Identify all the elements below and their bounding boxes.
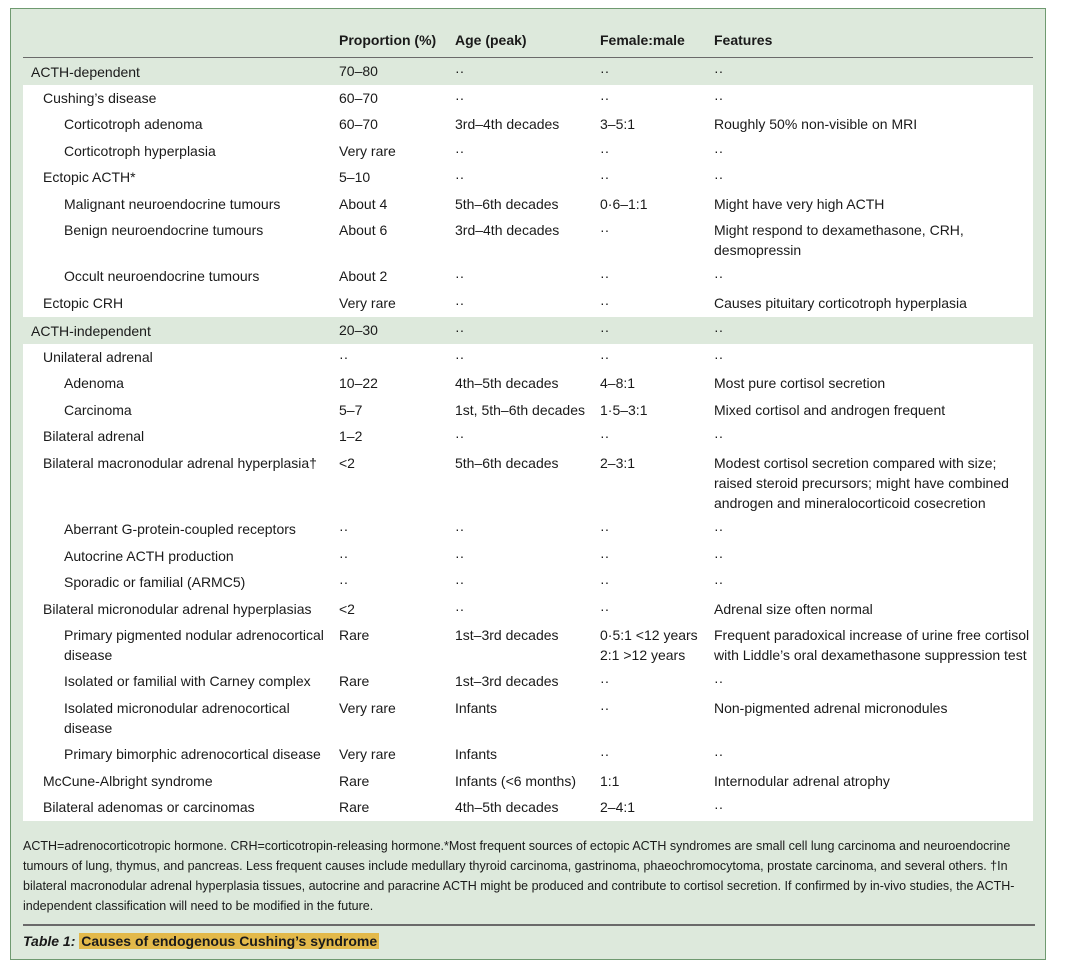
proportion-cell: 60–70 [339,85,455,112]
features-cell: Modest cortisol secretion compared with size; raised steroid precursors; might have combined androgen and mineralocorticoid cosecretion [714,450,1033,516]
table-row [23,423,1033,450]
proportion-cell: Rare [339,668,455,695]
causes-table [23,19,1033,821]
table-row [23,569,1033,596]
table-row [23,768,1033,795]
female-male-cell: ·· [600,423,714,450]
table-row [23,596,1033,623]
table-caption [23,931,379,951]
cause-cell: Isolated micronodular adrenocortical disease [23,695,339,741]
features-cell: ·· [714,85,1033,112]
female-male-cell: 2–4:1 [600,794,714,821]
age-cell: ·· [455,57,600,85]
table-row [23,794,1033,821]
female-male-cell: 0·5:1 <12 years 2:1 >12 years [600,622,714,668]
age-cell: ·· [455,569,600,596]
features-cell: ·· [714,164,1033,191]
table-row [23,622,1033,668]
female-male-cell: 2–3:1 [600,450,714,516]
table-row [23,85,1033,112]
features-cell: ·· [714,317,1033,344]
features-cell: ·· [714,516,1033,543]
female-male-cell: ·· [600,516,714,543]
cause-cell: Bilateral micronodular adrenal hyperplasias [23,596,339,623]
age-cell: ·· [455,164,600,191]
age-cell: 1st–3rd decades [455,622,600,668]
features-cell: Non-pigmented adrenal micronodules [714,695,1033,741]
cause-cell: Aberrant G-protein-coupled receptors [23,516,339,543]
cause-cell: Sporadic or familial (ARMC5) [23,569,339,596]
proportion-cell: 5–7 [339,397,455,424]
age-cell: 4th–5th decades [455,794,600,821]
proportion-cell: ·· [339,569,455,596]
proportion-cell: Rare [339,622,455,668]
age-cell: Infants [455,741,600,768]
features-cell: ·· [714,423,1033,450]
age-cell: 4th–5th decades [455,370,600,397]
female-male-cell: ·· [600,85,714,112]
female-male-cell: ·· [600,596,714,623]
female-male-cell: ·· [600,668,714,695]
age-cell: Infants (<6 months) [455,768,600,795]
female-male-cell: ·· [600,57,714,85]
female-male-cell: 3–5:1 [600,111,714,138]
female-male-cell: ·· [600,263,714,290]
features-cell: Adrenal size often normal [714,596,1033,623]
cause-cell: Occult neuroendocrine tumours [23,263,339,290]
proportion-cell: 5–10 [339,164,455,191]
proportion-cell: Very rare [339,290,455,317]
cause-cell: Corticotroph hyperplasia [23,138,339,165]
features-cell: Internodular adrenal atrophy [714,768,1033,795]
age-cell: ·· [455,543,600,570]
features-cell: ·· [714,57,1033,85]
features-cell: ·· [714,569,1033,596]
table-row [23,138,1033,165]
proportion-cell: 60–70 [339,111,455,138]
cause-cell: Ectopic ACTH* [23,164,339,191]
header-age: Age (peak) [455,19,600,57]
table-row [23,344,1033,371]
proportion-cell: ·· [339,543,455,570]
table-row [23,370,1033,397]
features-cell: Frequent paradoxical increase of urine free cortisol with Liddle’s oral dexamethasone suppression test [714,622,1033,668]
proportion-cell: ·· [339,344,455,371]
footnote: ACTH=adrenocorticotropic hormone. CRH=corticotropin-releasing hormone.*Most frequent sources of ectopic ACTH syndromes are small cell lung carcinoma and neuroendocrine tumours of lung, thymus, and pancreas. Less frequent causes include medullary thyroid carcinoma, gastrinoma, phaeochromocytoma, prostate carcinoma, and several others. †In bilateral macronodular adrenal hyperplasia tissues, autocrine and paracrine ACTH might be produced and contribute to cortisol secretion. If confirmed by in-vivo studies, the ACTH-independent classification will need to be modified in the future. [23,839,1015,913]
features-cell: Roughly 50% non-visible on MRI [714,111,1033,138]
female-male-cell: ·· [600,543,714,570]
age-cell: ·· [455,596,600,623]
female-male-cell: ·· [600,741,714,768]
table-row [23,695,1033,741]
age-cell: 3rd–4th decades [455,111,600,138]
female-male-cell: ·· [600,569,714,596]
features-cell: Most pure cortisol secretion [714,370,1033,397]
female-male-cell: ·· [600,217,714,263]
age-cell: 5th–6th decades [455,450,600,516]
female-male-cell: ·· [600,138,714,165]
features-cell: Might have very high ACTH [714,191,1033,218]
cause-cell: Autocrine ACTH production [23,543,339,570]
table-row [23,741,1033,768]
cause-cell: ACTH-dependent [23,57,339,85]
cause-cell: Bilateral adrenal [23,423,339,450]
female-male-cell: 4–8:1 [600,370,714,397]
age-cell: 1st, 5th–6th decades [455,397,600,424]
female-male-cell: ·· [600,164,714,191]
header-cause [23,19,339,57]
features-cell: ·· [714,263,1033,290]
table-body [23,57,1033,821]
features-cell: ·· [714,741,1033,768]
female-male-cell: ·· [600,290,714,317]
proportion-cell: Very rare [339,741,455,768]
table-row [23,543,1033,570]
features-cell: ·· [714,668,1033,695]
female-male-cell: ·· [600,317,714,344]
age-cell: ·· [455,263,600,290]
caption-divider [23,924,1035,926]
cause-cell: McCune-Albright syndrome [23,768,339,795]
table-row [23,397,1033,424]
features-cell: ·· [714,344,1033,371]
proportion-cell: About 6 [339,217,455,263]
cause-cell: Malignant neuroendocrine tumours [23,191,339,218]
table-group-row [23,57,1033,85]
header-female-male: Female:male [600,19,714,57]
age-cell: Infants [455,695,600,741]
table-panel [10,8,1046,960]
caption-label: Table 1: [23,933,76,949]
age-cell: ·· [455,344,600,371]
proportion-cell: 20–30 [339,317,455,344]
header-proportion: Proportion (%) [339,19,455,57]
female-male-cell: 1·5–3:1 [600,397,714,424]
features-cell: Causes pituitary corticotroph hyperplasia [714,290,1033,317]
caption-title: Causes of endogenous Cushing’s syndrome [81,933,378,949]
table-group-row [23,317,1033,344]
table-row [23,263,1033,290]
proportion-cell: About 4 [339,191,455,218]
proportion-cell: 70–80 [339,57,455,85]
cause-cell: Primary pigmented nodular adrenocortical disease [23,622,339,668]
age-cell: ·· [455,317,600,344]
age-cell: ·· [455,423,600,450]
table-row [23,217,1033,263]
proportion-cell: Very rare [339,695,455,741]
age-cell: ·· [455,85,600,112]
features-cell: Mixed cortisol and androgen frequent [714,397,1033,424]
header-features: Features [714,19,1033,57]
cause-cell: Ectopic CRH [23,290,339,317]
proportion-cell: About 2 [339,263,455,290]
cause-cell: Carcinoma [23,397,339,424]
cause-cell: Benign neuroendocrine tumours [23,217,339,263]
proportion-cell: <2 [339,596,455,623]
age-cell: ·· [455,290,600,317]
cause-cell: Primary bimorphic adrenocortical disease [23,741,339,768]
proportion-cell: <2 [339,450,455,516]
table-row [23,668,1033,695]
proportion-cell: Rare [339,768,455,795]
female-male-cell: 0·6–1:1 [600,191,714,218]
cause-cell: Corticotroph adenoma [23,111,339,138]
female-male-cell: ·· [600,344,714,371]
proportion-cell: ·· [339,516,455,543]
proportion-cell: Rare [339,794,455,821]
table-row [23,516,1033,543]
features-cell: ·· [714,138,1033,165]
cause-cell: Unilateral adrenal [23,344,339,371]
table-row [23,164,1033,191]
table-row [23,450,1033,516]
cause-cell: Bilateral adenomas or carcinomas [23,794,339,821]
features-cell: ·· [714,794,1033,821]
age-cell: 5th–6th decades [455,191,600,218]
cause-cell: Isolated or familial with Carney complex [23,668,339,695]
cause-cell: Adenoma [23,370,339,397]
age-cell: 1st–3rd decades [455,668,600,695]
features-cell: ·· [714,543,1033,570]
proportion-cell: Very rare [339,138,455,165]
female-male-cell: 1:1 [600,768,714,795]
table-header [23,19,1033,57]
table-row [23,111,1033,138]
cause-cell: ACTH-independent [23,317,339,344]
table-row [23,191,1033,218]
features-cell: Might respond to dexamethasone, CRH, desmopressin [714,217,1033,263]
table-row [23,290,1033,317]
age-cell: ·· [455,516,600,543]
age-cell: ·· [455,138,600,165]
cause-cell: Bilateral macronodular adrenal hyperplasia† [23,450,339,516]
age-cell: 3rd–4th decades [455,217,600,263]
female-male-cell: ·· [600,695,714,741]
proportion-cell: 10–22 [339,370,455,397]
proportion-cell: 1–2 [339,423,455,450]
cause-cell: Cushing’s disease [23,85,339,112]
